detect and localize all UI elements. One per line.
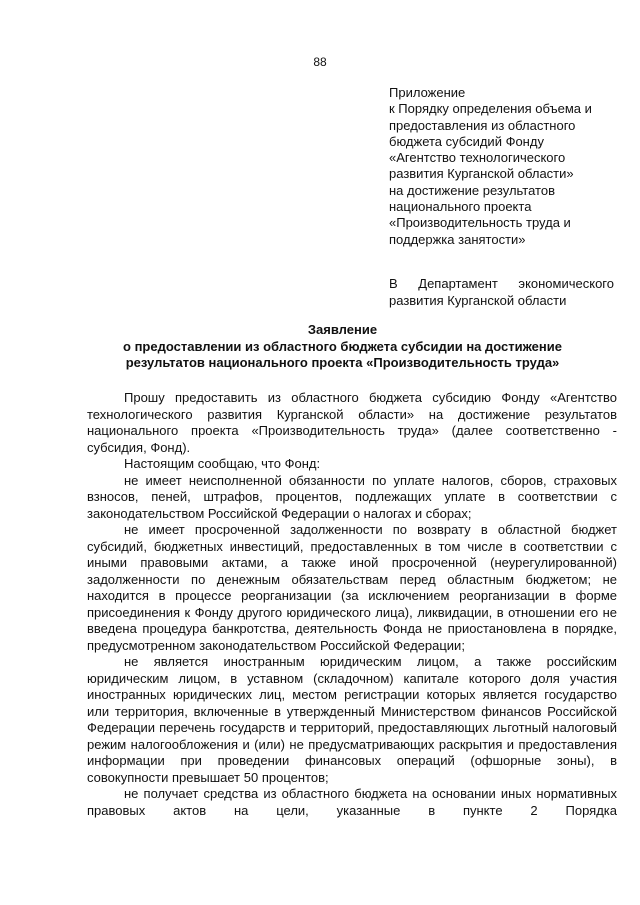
title-subtitle-line: результатов национального проекта «Производительность труда»	[125, 355, 560, 370]
document-title	[60, 322, 625, 372]
title-subtitle-line: о предоставлении из областного бюджета субсидии на достижение	[123, 338, 562, 354]
addressee-line: развития Курганской области	[389, 292, 567, 308]
body-paragraph: не имеет просроченной задолженности по возврату в областной бюджет субсидий, бюджетных инвестиций, предоставленных в том числе в соответствии с иными правовыми актами, а также иной просроченной (неурегулированной) задолженности по денежным обязательствам перед областным бюджетом; не находится в процессе реорганизации (за исключением реорганизации в форме присоединения к Фонду другого юридического лица), ликвидации, в отношении его не введена процедура банкротства, деятельность Фонда не приостановлена в порядке, предусмотренном законодательством Российской Федерации;	[87, 522, 617, 653]
appendix-line: развития Курганской области»	[389, 166, 574, 182]
body-paragraph: Прошу предоставить из областного бюджета субсидию Фонду «Агентство технологического развития Курганской области» на достижение результатов национального проекта «Производительность труда» (далее соответственно - субсидия, Фонд).	[87, 390, 617, 455]
body-paragraph: не имеет неисполненной обязанности по уплате налогов, сборов, страховых взносов, пеней, штрафов, процентов, подлежащих уплате в соответствии с законодательством Российской Федерации о налогах и сборах;	[87, 472, 617, 521]
appendix-header	[389, 85, 619, 248]
appendix-line: предоставления из областного	[389, 117, 576, 133]
appendix-line: «Производительность труда и	[389, 215, 571, 231]
appendix-line: поддержка занятости»	[389, 231, 526, 247]
title-heading: Заявление	[307, 322, 378, 337]
body-paragraph: не получает средства из областного бюджета на основании иных нормативных правовых актов на цели, указанные в пункте 2 Порядка	[87, 786, 617, 818]
page-number: 88	[313, 55, 327, 69]
appendix-line: Приложение	[389, 85, 466, 100]
document-body	[87, 390, 617, 819]
appendix-line: к Порядку определения объема и	[389, 101, 592, 117]
appendix-line: бюджета субсидий Фонду	[389, 133, 544, 149]
addressee-line: В Департамент экономического	[389, 276, 614, 291]
appendix-line: на достижение результатов	[389, 182, 556, 198]
body-paragraph: не является иностранным юридическим лицом, а также российским юридическим лицом, в уставном (складочном) капитале которого доля участия иностранных юридических лиц, местом регистрации которых является государство или территория, включенные в утвержденный Министерством финансов Российской Федерации перечень государств и территорий, предоставляющих льготный налоговый режим налогообложения и (или) не предусматривающих раскрытия и предоставления информации при проведении финансовых операций (офшорные зоны), в совокупности превышает 50 процентов;	[87, 654, 617, 785]
appendix-line: «Агентство технологического	[389, 150, 566, 166]
appendix-line: национального проекта	[389, 199, 532, 215]
addressee-block	[389, 276, 614, 309]
body-paragraph: Настоящим сообщаю, что Фонд:	[124, 456, 321, 471]
